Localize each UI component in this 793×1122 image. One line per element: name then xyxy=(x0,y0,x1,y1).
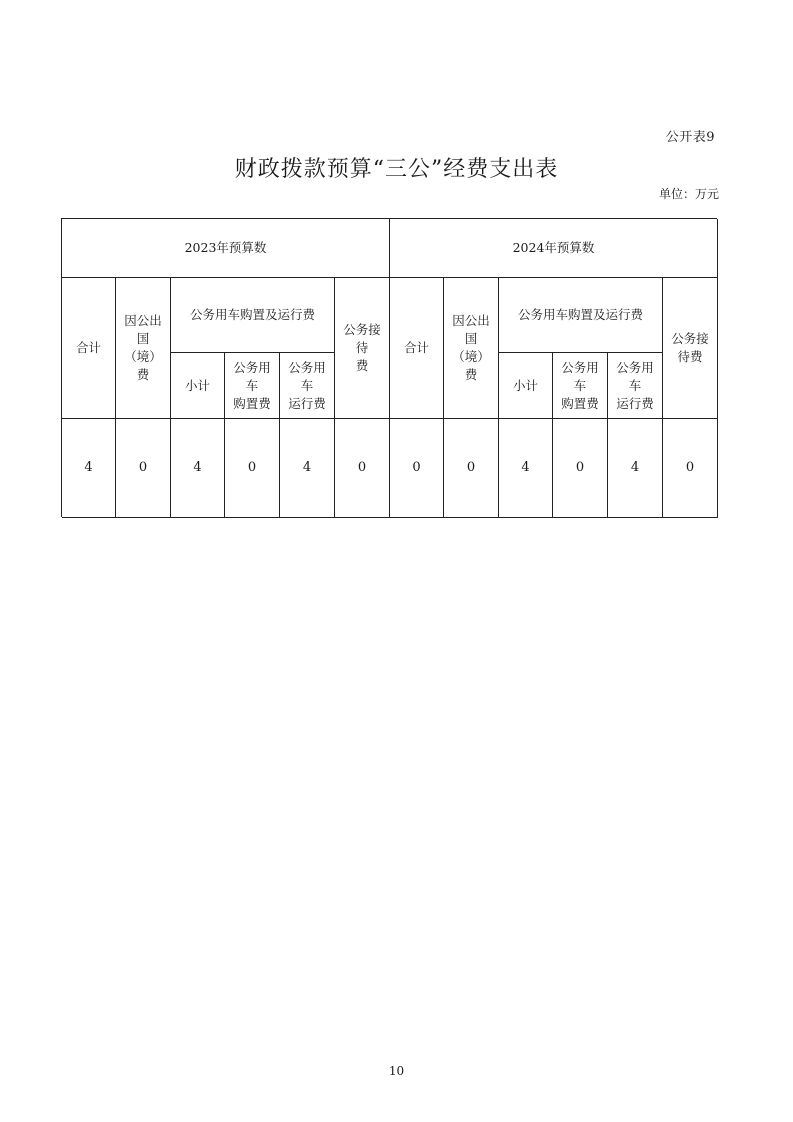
value-subtotal-2024: 4 xyxy=(499,419,553,518)
header-total-2024: 合计 xyxy=(390,278,444,419)
value-vehicle-purchase-2024: 0 xyxy=(553,419,608,518)
unit-label: 单位：万元 xyxy=(658,187,719,201)
three-public-expenses-table xyxy=(61,218,717,517)
header-vehicle-group-2024: 公务用车购置及运行费 xyxy=(499,278,663,353)
header-subtotal-2024: 小计 xyxy=(499,353,553,419)
value-vehicle-purchase-2023: 0 xyxy=(225,419,280,518)
header-2023-budget: 2023年预算数 xyxy=(62,219,390,278)
header-vehicle-purchase-2023: 公务用 车 购置费 xyxy=(225,353,280,419)
form-number: 公开表9 xyxy=(665,130,715,145)
header-vehicle-operation-2023: 公务用 车 运行费 xyxy=(280,353,335,419)
header-2024-budget: 2024年预算数 xyxy=(390,219,718,278)
header-total-2023: 合计 xyxy=(62,278,116,419)
header-reception-2024: 公务接 待费 xyxy=(663,278,718,419)
header-abroad-2023: 因公出 国 （境） 费 xyxy=(116,278,171,419)
header-abroad-2024: 因公出 国 （境） 费 xyxy=(444,278,499,419)
header-vehicle-purchase-2024: 公务用 车 购置费 xyxy=(553,353,608,419)
value-reception-2023: 0 xyxy=(335,419,390,518)
page-title: 财政拨款预算“三公”经费支出表 xyxy=(234,157,559,182)
value-abroad-2024: 0 xyxy=(444,419,499,518)
value-reception-2024: 0 xyxy=(663,419,718,518)
value-subtotal-2023: 4 xyxy=(171,419,225,518)
header-reception-2023: 公务接 待 费 xyxy=(335,278,390,419)
header-vehicle-group-2023: 公务用车购置及运行费 xyxy=(171,278,335,353)
header-subtotal-2023: 小计 xyxy=(171,353,225,419)
value-vehicle-operation-2023: 4 xyxy=(280,419,335,518)
header-vehicle-operation-2024: 公务用 车 运行费 xyxy=(608,353,663,419)
value-total-2023: 4 xyxy=(62,419,116,518)
value-total-2024: 0 xyxy=(390,419,444,518)
value-vehicle-operation-2024: 4 xyxy=(608,419,663,518)
page-number: 10 xyxy=(388,1064,405,1078)
value-abroad-2023: 0 xyxy=(116,419,171,518)
